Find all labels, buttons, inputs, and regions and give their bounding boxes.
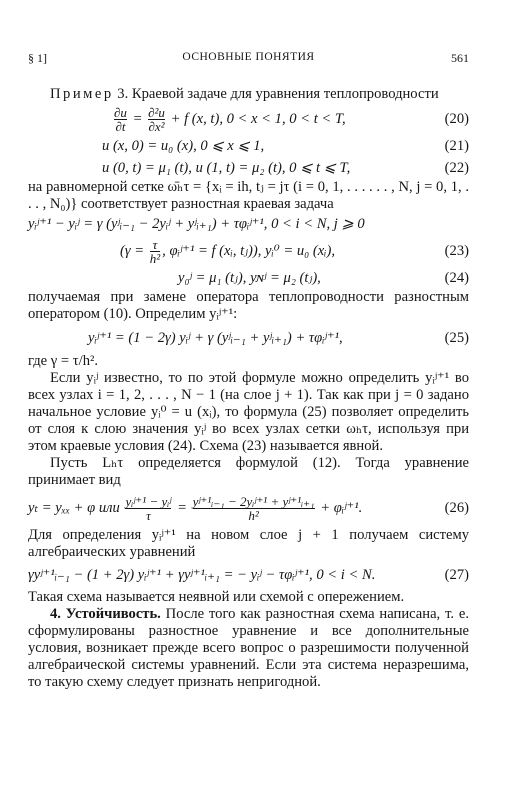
equation-23-number: (23) [444,243,469,259]
equation-20-equals: = [128,111,147,127]
d2udx2-denominator: ∂x² [148,119,165,135]
gamma-numerator: τ [152,237,158,253]
explicit-paragraph: Если yᵢʲ известно, то по этой формуле можно определить yᵢʲ⁺¹ во всех узлах i = 1, 2, . . . , N − 1 (на слое j + 1). Так как при j = 0 задано начальное условие yᵢ⁰ = u (xᵢ), то формула (25) позволяет определить от слоя к слою значения yᵢʲ во всех узлах сетки ωₕτ, используя при этом краевые условия (24). Схема (23) называется явной. [28,370,469,454]
time-difference-denominator: τ [125,508,171,522]
space-difference-numerator: yʲ⁺¹ᵢ₋₁ − 2yᵢʲ⁺¹ + yʲ⁺¹ᵢ₊₁ [192,494,315,510]
scheme-equation-body: yᵢʲ⁺¹ − yᵢʲ = γ (yʲᵢ₋₁ − 2yᵢʲ + yʲᵢ₊₁) + τφᵢʲ⁺¹, 0 < i < N, j ⩾ 0 [28,216,365,232]
equation-20 [28,103,469,135]
equation-22-number: (22) [444,160,469,176]
equation-27-number: (27) [444,567,469,583]
where-line: где γ = τ/h². [28,353,99,369]
scheme-name-line: Такая схема называется неявной или схемой с опережением. [28,589,405,605]
stability-heading: 4. Устойчивость. [50,606,161,622]
equation-26 [28,492,469,524]
page-number: 561 [451,51,469,65]
gamma-fraction [150,238,160,265]
space-difference-fraction [193,495,315,522]
example-intro-text: 3. Краевой задаче для уравнения теплопроводности [113,86,439,102]
equation-21 [28,135,469,157]
example-intro [28,86,469,103]
equation-22 [28,157,469,179]
equation-25 [28,327,469,349]
running-header [28,51,469,69]
equation-25-body: yᵢʲ⁺¹ = (1 − 2γ) yᵢʲ + γ (yʲᵢ₋₁ + yʲᵢ₊₁) + τφᵢʲ⁺¹, [88,330,343,346]
scheme-equation [28,213,469,235]
equation-23-right: , φᵢʲ⁺¹ = f (xᵢ, tⱼ)), yᵢ⁰ = u₀ (xᵢ), [162,243,336,259]
section-mark: § 1] [28,51,47,65]
equation-20-body [112,103,346,135]
equation-21-body: u (x, 0) = u₀ (x), 0 ⩽ x ⩽ 1, [102,138,265,154]
equation-26-left: yₜ = yₓₓ + φ или [28,500,124,516]
time-difference-fraction [125,495,171,522]
equation-27 [28,564,469,586]
replace-paragraph: получаемая при замене оператора теплопроводности разностным оператором (10). Определим yᵢʲ⁺¹: [28,289,469,322]
equation-23-left: (γ = [120,243,148,259]
equation-24-body: y₀ʲ = μ₁ (tⱼ), yɴʲ = μ₂ (tⱼ), [178,270,321,286]
equation-26-equals: = [173,500,191,516]
equation-21-number: (21) [444,138,469,154]
equation-24-number: (24) [444,270,469,286]
implicit-paragraph: Пусть Lₕτ определяется формулой (12). Тогда уравнение принимает вид [28,455,469,488]
grid-paragraph: на равномерной сетке ω̄ₕτ = {xᵢ = ih, tⱼ = jτ (i = 0, 1, . . . . . . , N, j = 0, 1, . . . , N₀)} соответствует разностная краевая задача [28,179,469,212]
d2udx2-fraction [148,106,165,133]
equation-26-number: (26) [444,500,469,516]
dudt-numerator: ∂u [114,105,127,121]
equation-27-body: γyʲ⁺¹ᵢ₋₁ − (1 + 2γ) yᵢʲ⁺¹ + γyʲ⁺¹ᵢ₊₁ = − yᵢʲ − τφᵢʲ⁺¹, 0 < i < N. [28,567,376,583]
equation-23-body [120,235,335,267]
example-word: Пример [50,86,114,102]
time-difference-numerator: yᵢʲ⁺¹ − yᵢʲ [125,494,172,510]
stability-text: После того как разностная схема написана, т. е. сформулированы разностное уравнение и все дополнительные условия, возникает прежде всего вопрос о разрешимости полученной алгебраической системы уравнений. Если эта система неразрешима, то такую схему следует признать непригодной. [28,606,469,690]
equation-24 [28,267,469,289]
equation-20-number: (20) [444,111,469,127]
dudt-fraction [114,106,127,133]
system-paragraph: Для определения yᵢʲ⁺¹ на новом слое j + 1 получаем систему алгебраических уравнений [28,527,469,560]
equation-26-tail: + φᵢʲ⁺¹. [316,500,363,516]
equation-25-number: (25) [444,330,469,346]
space-difference-denominator: h² [193,508,315,522]
equation-22-body: u (0, t) = μ₁ (t), u (1, t) = μ₂ (t), 0 ⩽ t ⩽ T, [102,160,351,176]
equation-23 [28,235,469,267]
running-title: ОСНОВНЫЕ ПОНЯТИЯ [182,51,315,63]
stability-paragraph [28,606,469,691]
page-body [28,86,469,691]
equation-26-body [28,492,362,524]
gamma-denominator: h² [149,251,161,267]
d2udx2-numerator: ∂²u [148,105,165,121]
dudt-denominator: ∂t [115,119,126,135]
equation-20-tail: + f (x, t), 0 < x < 1, 0 < t < T, [166,111,346,127]
